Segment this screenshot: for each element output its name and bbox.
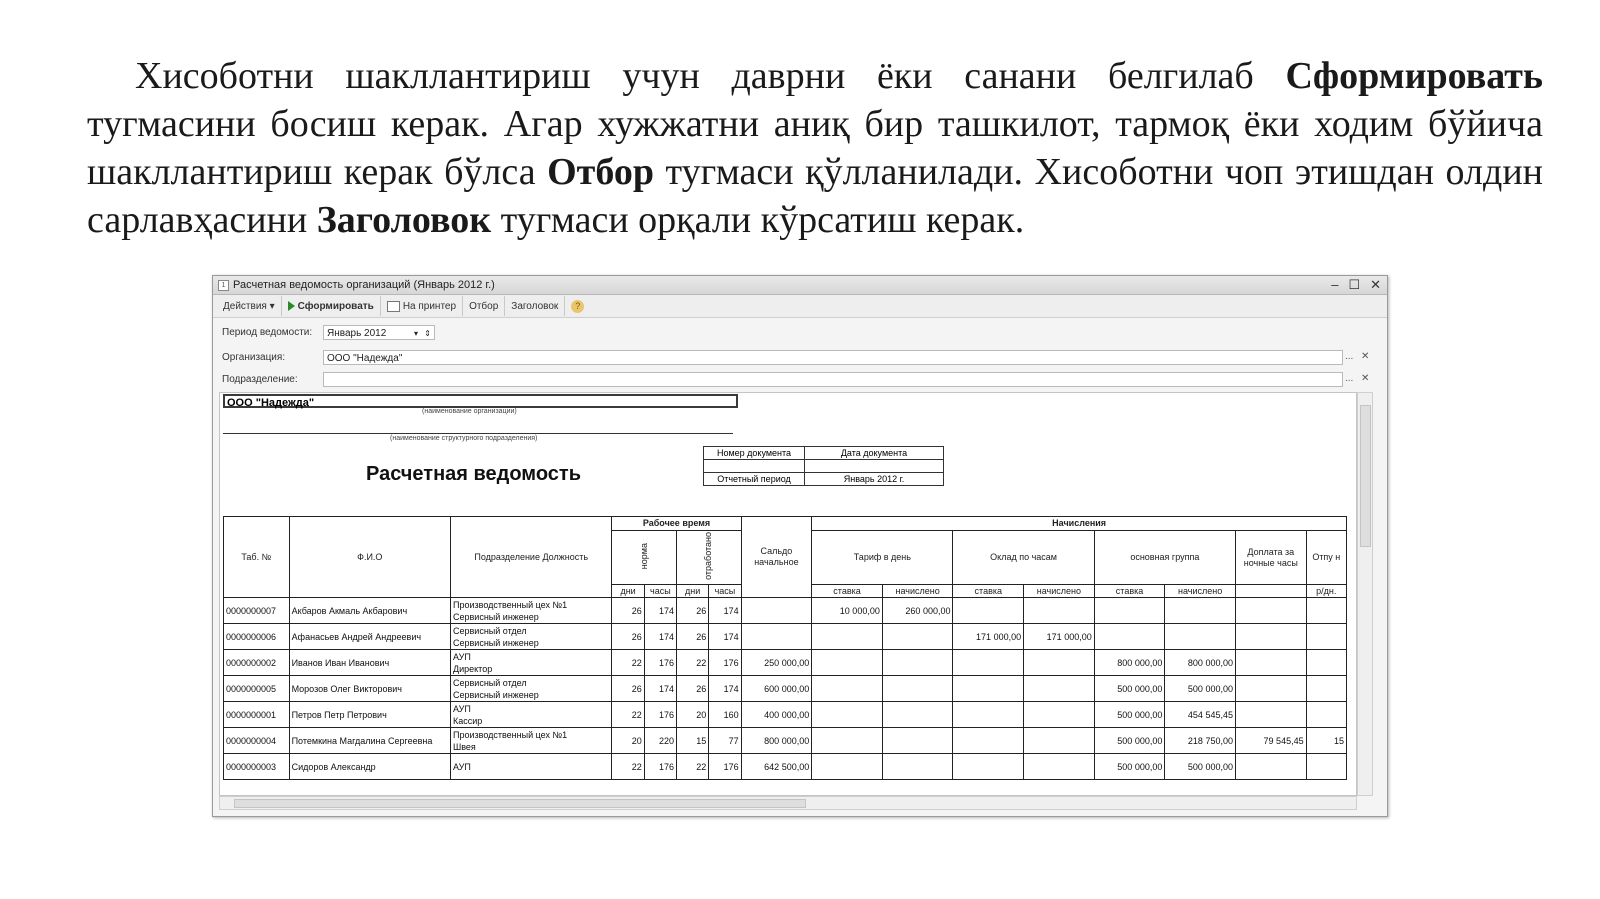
cell-wh: 174 bbox=[709, 676, 741, 702]
cell-vac bbox=[1306, 598, 1346, 624]
cell-department: АУП bbox=[453, 651, 471, 662]
cell-m-acc: 500 000,00 bbox=[1165, 754, 1236, 780]
actions-label: Действия ▾ bbox=[223, 300, 275, 312]
cell-m-rate: 800 000,00 bbox=[1094, 650, 1165, 676]
cell-department: Сервисный отдел bbox=[453, 625, 527, 636]
cell-dept bbox=[451, 728, 612, 754]
cell-m-acc: 454 545,45 bbox=[1165, 702, 1236, 728]
table-row[interactable] bbox=[224, 702, 1347, 728]
payroll-table bbox=[223, 516, 1347, 780]
cell-tab: 0000000004 bbox=[224, 728, 290, 754]
cell-t-rate bbox=[812, 650, 883, 676]
cell-night bbox=[1235, 754, 1306, 780]
header-tariff-accrued: начислено bbox=[882, 585, 953, 598]
cell-position: Сервисный инженер bbox=[453, 689, 539, 700]
filter-button[interactable] bbox=[462, 296, 504, 316]
cell-wd: 22 bbox=[676, 650, 708, 676]
cell-vac bbox=[1306, 702, 1346, 728]
table-row[interactable] bbox=[224, 624, 1347, 650]
cell-nd: 26 bbox=[612, 598, 644, 624]
cell-saldo: 400 000,00 bbox=[741, 702, 812, 728]
vertical-scroll-thumb[interactable] bbox=[1360, 405, 1371, 547]
cell-t-rate: 10 000,00 bbox=[812, 598, 883, 624]
cell-vac bbox=[1306, 676, 1346, 702]
cell-tab: 0000000005 bbox=[224, 676, 290, 702]
cell-wd: 26 bbox=[676, 624, 708, 650]
header-salary-hours: Оклад по часам bbox=[953, 531, 1094, 585]
header-label: Заголовок bbox=[511, 300, 559, 312]
toolbar bbox=[213, 295, 1387, 318]
cell-t-acc bbox=[882, 650, 953, 676]
filter-fields bbox=[213, 318, 1387, 390]
report-sheet[interactable] bbox=[219, 392, 1357, 796]
document-info-table bbox=[703, 446, 944, 486]
cell-fio: Сидоров Александр bbox=[289, 754, 450, 780]
cell-s-acc: 171 000,00 bbox=[1024, 624, 1095, 650]
cell-nh: 176 bbox=[644, 702, 676, 728]
org-value: ООО "Надежда" bbox=[327, 353, 403, 364]
cell-tab: 0000000002 bbox=[224, 650, 290, 676]
cell-fio: Иванов Иван Иванович bbox=[289, 650, 450, 676]
help-button[interactable] bbox=[564, 296, 590, 316]
text-part-4: тугмаси орқали кўрсатиш керак. bbox=[491, 199, 1025, 241]
doc-date-value bbox=[805, 460, 944, 473]
actions-menu[interactable] bbox=[217, 296, 281, 316]
cell-s-acc bbox=[1024, 598, 1095, 624]
dept-select-button[interactable]: ... bbox=[1345, 373, 1354, 384]
header-worked-text: отработано bbox=[703, 532, 714, 580]
header-work-time: Рабочее время bbox=[612, 517, 741, 531]
doc-date-label: Дата документа bbox=[805, 447, 944, 460]
cell-t-rate bbox=[812, 624, 883, 650]
generate-label: Сформировать bbox=[297, 300, 374, 312]
cell-dept bbox=[451, 598, 612, 624]
cell-s-rate bbox=[953, 676, 1024, 702]
cell-wd: 26 bbox=[676, 676, 708, 702]
cell-night bbox=[1235, 676, 1306, 702]
cell-vac bbox=[1306, 624, 1346, 650]
cell-m-rate: 500 000,00 bbox=[1094, 702, 1165, 728]
cell-m-rate: 500 000,00 bbox=[1094, 754, 1165, 780]
cell-m-acc bbox=[1165, 624, 1236, 650]
dept-line bbox=[223, 433, 733, 434]
cell-t-acc bbox=[882, 676, 953, 702]
close-icon[interactable]: ✕ bbox=[1370, 277, 1381, 292]
cell-m-acc: 800 000,00 bbox=[1165, 650, 1236, 676]
bold-filter: Отбор bbox=[547, 151, 654, 193]
report-title: Расчетная ведомость bbox=[366, 463, 581, 485]
cell-saldo: 642 500,00 bbox=[741, 754, 812, 780]
cell-wd: 15 bbox=[676, 728, 708, 754]
cell-tab: 0000000007 bbox=[224, 598, 290, 624]
cell-t-rate bbox=[812, 702, 883, 728]
cell-fio: Афанасьев Андрей Андреевич bbox=[289, 624, 450, 650]
cell-dept bbox=[451, 702, 612, 728]
cell-t-acc bbox=[882, 754, 953, 780]
text-part-2: тугмасини босиш керак. Агар хужжатни аниқ бир ташкилот, тармоқ ёки ходим бўйича шакллантириш керак бўлса bbox=[87, 103, 1543, 193]
cell-tab: 0000000003 bbox=[224, 754, 290, 780]
bold-generate: Сформировать bbox=[1285, 55, 1543, 97]
cell-wh: 176 bbox=[709, 754, 741, 780]
text-part-3: тугмаси қўлланилади. Хисоботни чоп этишдан олдин сарлавҳасини bbox=[87, 151, 1543, 241]
table-row[interactable] bbox=[224, 676, 1347, 702]
cell-s-acc bbox=[1024, 676, 1095, 702]
header-night-extra: Доплата за ночные часы bbox=[1235, 531, 1306, 585]
org-caption: (наименование организации) bbox=[422, 408, 517, 415]
header-tariff-rate: ставка bbox=[812, 585, 883, 598]
horizontal-scrollbar[interactable] bbox=[219, 796, 1357, 810]
cell-fio: Акбаров Акмаль Акбарович bbox=[289, 598, 450, 624]
cell-dept bbox=[451, 624, 612, 650]
cell-s-rate bbox=[953, 650, 1024, 676]
period-select[interactable] bbox=[323, 325, 435, 340]
print-label: На принтер bbox=[402, 300, 457, 312]
period-caption: Отчетный период bbox=[704, 473, 805, 486]
window-titlebar[interactable] bbox=[213, 276, 1387, 295]
header-accruals: Начисления bbox=[812, 517, 1347, 531]
period-value: Январь 2012 bbox=[327, 328, 387, 339]
printer-icon bbox=[387, 301, 400, 312]
cell-s-rate bbox=[953, 702, 1024, 728]
cell-s-rate: 171 000,00 bbox=[953, 624, 1024, 650]
cell-nh: 174 bbox=[644, 598, 676, 624]
header-tariff-day: Тариф в день bbox=[812, 531, 953, 585]
cell-tab: 0000000006 bbox=[224, 624, 290, 650]
maximize-icon[interactable]: ☐ bbox=[1348, 277, 1361, 292]
chevron-down-icon[interactable]: ▾ bbox=[413, 329, 418, 338]
cell-wh: 77 bbox=[709, 728, 741, 754]
org-clear-icon[interactable]: ✕ bbox=[1361, 351, 1370, 362]
cell-m-rate bbox=[1094, 598, 1165, 624]
cell-wh: 176 bbox=[709, 650, 741, 676]
cell-saldo bbox=[741, 598, 812, 624]
cell-wh: 160 bbox=[709, 702, 741, 728]
cell-department: Производственный цех №1 bbox=[453, 729, 568, 740]
dept-clear-icon[interactable]: ✕ bbox=[1361, 373, 1370, 384]
cell-vac: 15 bbox=[1306, 728, 1346, 754]
cell-nh: 174 bbox=[644, 624, 676, 650]
horizontal-scroll-thumb[interactable] bbox=[234, 799, 806, 808]
header-main-group: основная группа bbox=[1094, 531, 1235, 585]
cell-saldo: 250 000,00 bbox=[741, 650, 812, 676]
cell-fio: Потемкина Магдалина Сергеевна bbox=[289, 728, 450, 754]
cell-position: Сервисный инженер bbox=[453, 637, 539, 648]
cell-s-rate bbox=[953, 728, 1024, 754]
minimize-icon[interactable]: – bbox=[1331, 277, 1339, 292]
header-balance: Сальдо начальное bbox=[741, 517, 812, 598]
period-caption-value: Январь 2012 г. bbox=[805, 473, 944, 486]
window-title: Расчетная ведомость организаций (Январь 2012 г.) bbox=[233, 279, 495, 291]
header-norm-days: дни bbox=[612, 585, 644, 598]
header-salary-accrued: начислено bbox=[1024, 585, 1095, 598]
header-tab-no: Таб. № bbox=[224, 517, 290, 598]
cell-department: Сервисный отдел bbox=[453, 677, 527, 688]
header-norm-hours: часы bbox=[644, 585, 676, 598]
header-main-rate: ставка bbox=[1094, 585, 1165, 598]
cell-nd: 26 bbox=[612, 676, 644, 702]
header-norm bbox=[612, 531, 677, 585]
cell-fio: Морозов Олег Викторович bbox=[289, 676, 450, 702]
cell-nh: 220 bbox=[644, 728, 676, 754]
help-icon: ? bbox=[571, 300, 584, 313]
header-rub-day: р/дн. bbox=[1306, 585, 1346, 598]
cell-t-rate bbox=[812, 728, 883, 754]
cell-nd: 22 bbox=[612, 702, 644, 728]
cell-s-rate bbox=[953, 598, 1024, 624]
cell-position: Директор bbox=[453, 663, 493, 674]
org-label: Организация: bbox=[222, 352, 286, 363]
dept-caption: (наименование структурного подразделения) bbox=[390, 435, 538, 442]
cell-t-acc bbox=[882, 624, 953, 650]
cell-s-acc bbox=[1024, 728, 1095, 754]
org-name-cell: ООО "Надежда" bbox=[223, 394, 738, 408]
header-norm-text: норма bbox=[638, 542, 649, 570]
cell-department: Производственный цех №1 bbox=[453, 599, 568, 610]
dept-label: Подразделение: bbox=[222, 374, 298, 385]
cell-m-acc bbox=[1165, 598, 1236, 624]
cell-dept bbox=[451, 676, 612, 702]
cell-s-acc bbox=[1024, 650, 1095, 676]
cell-t-acc bbox=[882, 728, 953, 754]
cell-nh: 176 bbox=[644, 754, 676, 780]
cell-s-acc bbox=[1024, 702, 1095, 728]
dept-input[interactable] bbox=[323, 372, 1343, 387]
cell-saldo bbox=[741, 624, 812, 650]
cell-t-rate bbox=[812, 754, 883, 780]
header-vacation: Отпу н bbox=[1306, 531, 1346, 585]
cell-saldo: 800 000,00 bbox=[741, 728, 812, 754]
doc-number-value bbox=[704, 460, 805, 473]
cell-position: Сервисный инженер bbox=[453, 611, 539, 622]
header-salary-rate: ставка bbox=[953, 585, 1024, 598]
header-worked-days: дни bbox=[676, 585, 708, 598]
cell-tab: 0000000001 bbox=[224, 702, 290, 728]
cell-nd: 22 bbox=[612, 650, 644, 676]
generate-button[interactable] bbox=[281, 296, 380, 316]
cell-night bbox=[1235, 598, 1306, 624]
cell-s-rate bbox=[953, 754, 1024, 780]
table-row[interactable] bbox=[224, 598, 1347, 624]
cell-nh: 176 bbox=[644, 650, 676, 676]
report-window bbox=[212, 275, 1388, 817]
instruction-paragraph bbox=[87, 52, 1543, 244]
cell-wd: 20 bbox=[676, 702, 708, 728]
period-label: Период ведомости: bbox=[222, 327, 313, 338]
cell-wd: 26 bbox=[676, 598, 708, 624]
table-body bbox=[224, 598, 1347, 780]
cell-vac bbox=[1306, 650, 1346, 676]
cell-department: АУП bbox=[453, 703, 471, 714]
header-main-accrued: начислено bbox=[1165, 585, 1236, 598]
cell-position: Швея bbox=[453, 741, 476, 752]
spinner-icon[interactable]: ⇕ bbox=[424, 329, 431, 338]
org-select-button[interactable]: ... bbox=[1345, 351, 1354, 362]
doc-number-label: Номер документа bbox=[704, 447, 805, 460]
cell-nd: 20 bbox=[612, 728, 644, 754]
cell-night bbox=[1235, 624, 1306, 650]
bold-header: Заголовок bbox=[316, 199, 492, 241]
table-row[interactable] bbox=[224, 754, 1347, 780]
header-button[interactable] bbox=[504, 296, 564, 316]
print-button[interactable] bbox=[380, 296, 462, 316]
window-icon: 1 bbox=[218, 280, 229, 291]
cell-m-rate: 500 000,00 bbox=[1094, 676, 1165, 702]
cell-m-rate: 500 000,00 bbox=[1094, 728, 1165, 754]
cell-position: Кассир bbox=[453, 715, 483, 726]
header-fio: Ф.И.О bbox=[289, 517, 450, 598]
header-night-blank bbox=[1235, 585, 1306, 598]
cell-saldo: 600 000,00 bbox=[741, 676, 812, 702]
cell-wd: 22 bbox=[676, 754, 708, 780]
text-part-1: Хисоботни шакллантириш учун даврни ёки санани белгилаб bbox=[135, 55, 1286, 97]
cell-m-acc: 500 000,00 bbox=[1165, 676, 1236, 702]
header-worked bbox=[676, 531, 741, 585]
cell-m-rate bbox=[1094, 624, 1165, 650]
cell-dept bbox=[451, 754, 612, 780]
cell-nd: 26 bbox=[612, 624, 644, 650]
cell-t-rate bbox=[812, 676, 883, 702]
cell-night bbox=[1235, 702, 1306, 728]
cell-night: 79 545,45 bbox=[1235, 728, 1306, 754]
header-worked-hours: часы bbox=[709, 585, 741, 598]
cell-wh: 174 bbox=[709, 624, 741, 650]
cell-dept bbox=[451, 650, 612, 676]
cell-nd: 22 bbox=[612, 754, 644, 780]
cell-m-acc: 218 750,00 bbox=[1165, 728, 1236, 754]
cell-t-acc bbox=[882, 702, 953, 728]
cell-vac bbox=[1306, 754, 1346, 780]
header-dept-position: Подразделение Должность bbox=[451, 517, 612, 598]
cell-night bbox=[1235, 650, 1306, 676]
play-icon bbox=[288, 301, 295, 311]
table-row[interactable] bbox=[224, 650, 1347, 676]
filter-label: Отбор bbox=[469, 300, 499, 312]
cell-s-acc bbox=[1024, 754, 1095, 780]
vertical-scrollbar[interactable] bbox=[1357, 392, 1373, 796]
table-row[interactable] bbox=[224, 728, 1347, 754]
cell-wh: 174 bbox=[709, 598, 741, 624]
cell-t-acc: 260 000,00 bbox=[882, 598, 953, 624]
cell-department: АУП bbox=[453, 761, 471, 772]
cell-nh: 174 bbox=[644, 676, 676, 702]
cell-fio: Петров Петр Петрович bbox=[289, 702, 450, 728]
org-input[interactable] bbox=[323, 350, 1343, 365]
